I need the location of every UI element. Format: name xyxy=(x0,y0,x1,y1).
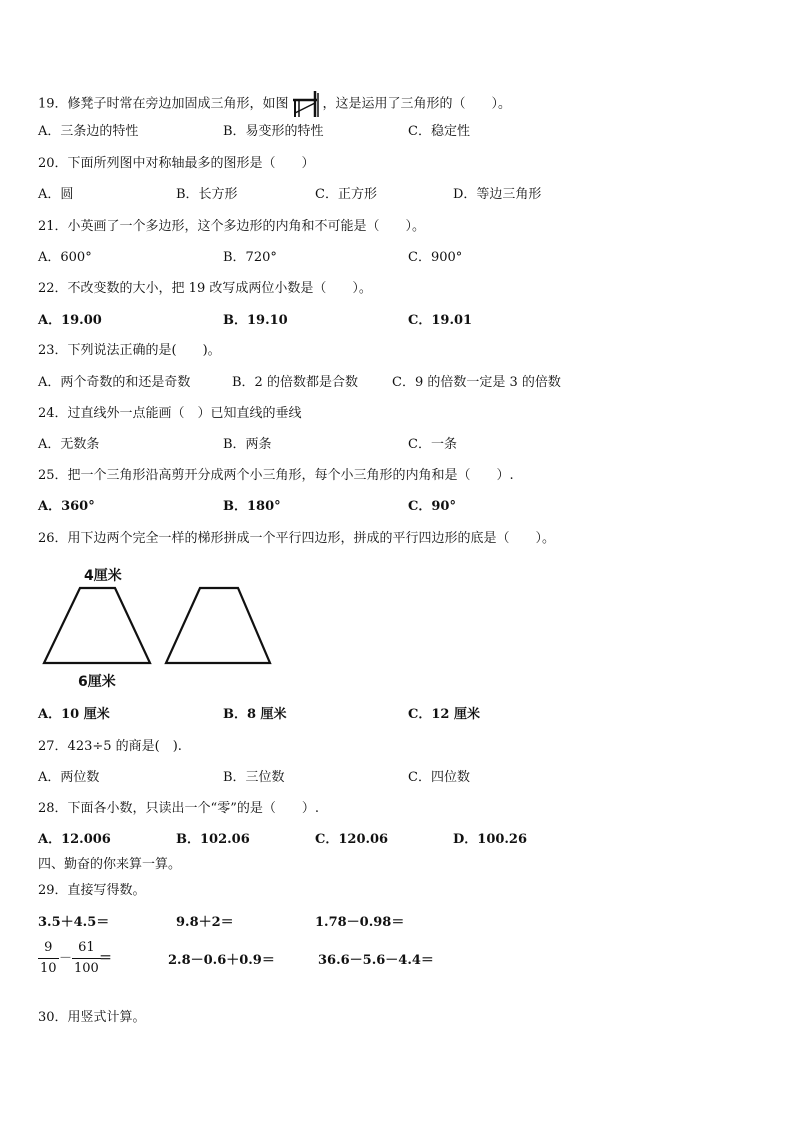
option-28-c[interactable]: C．120.06 xyxy=(315,832,389,847)
question-28-text: 28．下面各小数，只读出一个“零”的是（ ）. xyxy=(38,801,319,816)
question-25-text: 25．把一个三角形沿高剪开分成两个小三角形，每个小三角形的内角和是（ ）. xyxy=(38,468,514,483)
question-27-text: 27．423÷5 的商是( ). xyxy=(38,739,182,754)
option-26-a[interactable]: A．10 厘米 xyxy=(38,707,110,722)
option-22-a[interactable]: A．19.00 xyxy=(38,313,102,328)
fraction-2-denominator: 100 xyxy=(74,961,99,976)
trapezoid-top-label: 4厘米 xyxy=(84,568,122,584)
calc-29-2: 9.8＋2＝ xyxy=(176,915,234,930)
option-28-d[interactable]: D．100.26 xyxy=(453,832,528,847)
calc-29-6: 36.6－5.6－4.4＝ xyxy=(318,953,434,968)
question-26-text: 26．用下边两个完全一样的梯形拼成一个平行四边形，拼成的平行四边形的底是（ ）。 xyxy=(38,531,556,546)
option-23-c[interactable]: C．9 的倍数一定是 3 的倍数 xyxy=(392,375,561,390)
option-27-c[interactable]: C．四位数 xyxy=(408,770,470,785)
question-24-text: 24．过直线外一点能画（ ）已知直线的垂线 xyxy=(38,406,302,421)
option-24-b[interactable]: B．两条 xyxy=(223,437,272,452)
stool-icon xyxy=(291,89,321,119)
minus-sign: － xyxy=(59,951,73,966)
option-20-d[interactable]: D．等边三角形 xyxy=(453,187,542,202)
question-23-text: 23．下列说法正确的是( )。 xyxy=(38,343,221,358)
option-26-c[interactable]: C．12 厘米 xyxy=(408,707,480,722)
option-25-b[interactable]: B．180° xyxy=(223,499,281,514)
fraction-61-100 xyxy=(72,940,101,976)
question-20-text: 20．下面所列图中对称轴最多的图形是（ ） xyxy=(38,156,315,171)
question-22-text: 22．不改变数的大小，把 19 改写成两位小数是（ ）。 xyxy=(38,281,372,296)
trapezoid-bottom-label: 6厘米 xyxy=(78,674,116,690)
fraction-1-numerator: 9 xyxy=(44,940,53,955)
fraction-9-10 xyxy=(38,940,59,976)
option-28-b[interactable]: B．102.06 xyxy=(176,832,250,847)
option-21-c[interactable]: C．900° xyxy=(408,250,463,265)
section-4-title: 四、勤奋的你来算一算。 xyxy=(38,857,182,872)
option-20-a[interactable]: A．圆 xyxy=(38,187,74,202)
option-28-a[interactable]: A．12.006 xyxy=(38,832,111,847)
trapezoid-right xyxy=(166,588,270,663)
equals-sign: ＝ xyxy=(99,951,113,966)
option-22-b[interactable]: B．19.10 xyxy=(223,313,288,328)
question-19-text-before: 19．修凳子时常在旁边加固成三角形，如图 xyxy=(38,96,289,112)
calc-29-3: 1.78－0.98＝ xyxy=(315,915,405,930)
option-19-b[interactable]: B．易变形的特性 xyxy=(223,124,324,139)
option-19-c[interactable]: C．稳定性 xyxy=(408,124,470,139)
option-21-a[interactable]: A．600° xyxy=(38,250,92,265)
option-20-c[interactable]: C．正方形 xyxy=(315,187,377,202)
fraction-2-numerator: 61 xyxy=(78,940,95,955)
option-27-a[interactable]: A．两位数 xyxy=(38,770,100,785)
question-29-text: 29．直接写得数。 xyxy=(38,883,146,898)
question-19-text-after: ，这是运用了三角形的（ ）。 xyxy=(322,96,512,112)
calc-29-1: 3.5＋4.5＝ xyxy=(38,915,110,930)
fraction-1-denominator: 10 xyxy=(40,961,57,976)
option-19-a[interactable]: A．三条边的特性 xyxy=(38,124,139,139)
option-26-b[interactable]: B．8 厘米 xyxy=(223,707,287,722)
calc-29-5: 2.8－0.6＋0.9＝ xyxy=(168,953,275,968)
question-19 xyxy=(38,89,511,119)
option-20-b[interactable]: B．长方形 xyxy=(176,187,238,202)
option-25-a[interactable]: A．360° xyxy=(38,499,95,514)
trapezoid-left xyxy=(44,588,150,663)
question-30-text: 30．用竖式计算。 xyxy=(38,1010,146,1025)
option-22-c[interactable]: C．19.01 xyxy=(408,313,473,328)
option-25-c[interactable]: C．90° xyxy=(408,499,456,514)
option-27-b[interactable]: B．三位数 xyxy=(223,770,285,785)
question-21-text: 21．小英画了一个多边形，这个多边形的内角和不可能是（ ）。 xyxy=(38,219,426,234)
option-24-c[interactable]: C．一条 xyxy=(408,437,457,452)
option-24-a[interactable]: A．无数条 xyxy=(38,437,100,452)
option-21-b[interactable]: B．720° xyxy=(223,250,277,265)
trapezoid-figure xyxy=(38,562,288,692)
option-23-a[interactable]: A．两个奇数的和还是奇数 xyxy=(38,375,191,390)
option-23-b[interactable]: B．2 的倍数都是合数 xyxy=(232,375,358,390)
